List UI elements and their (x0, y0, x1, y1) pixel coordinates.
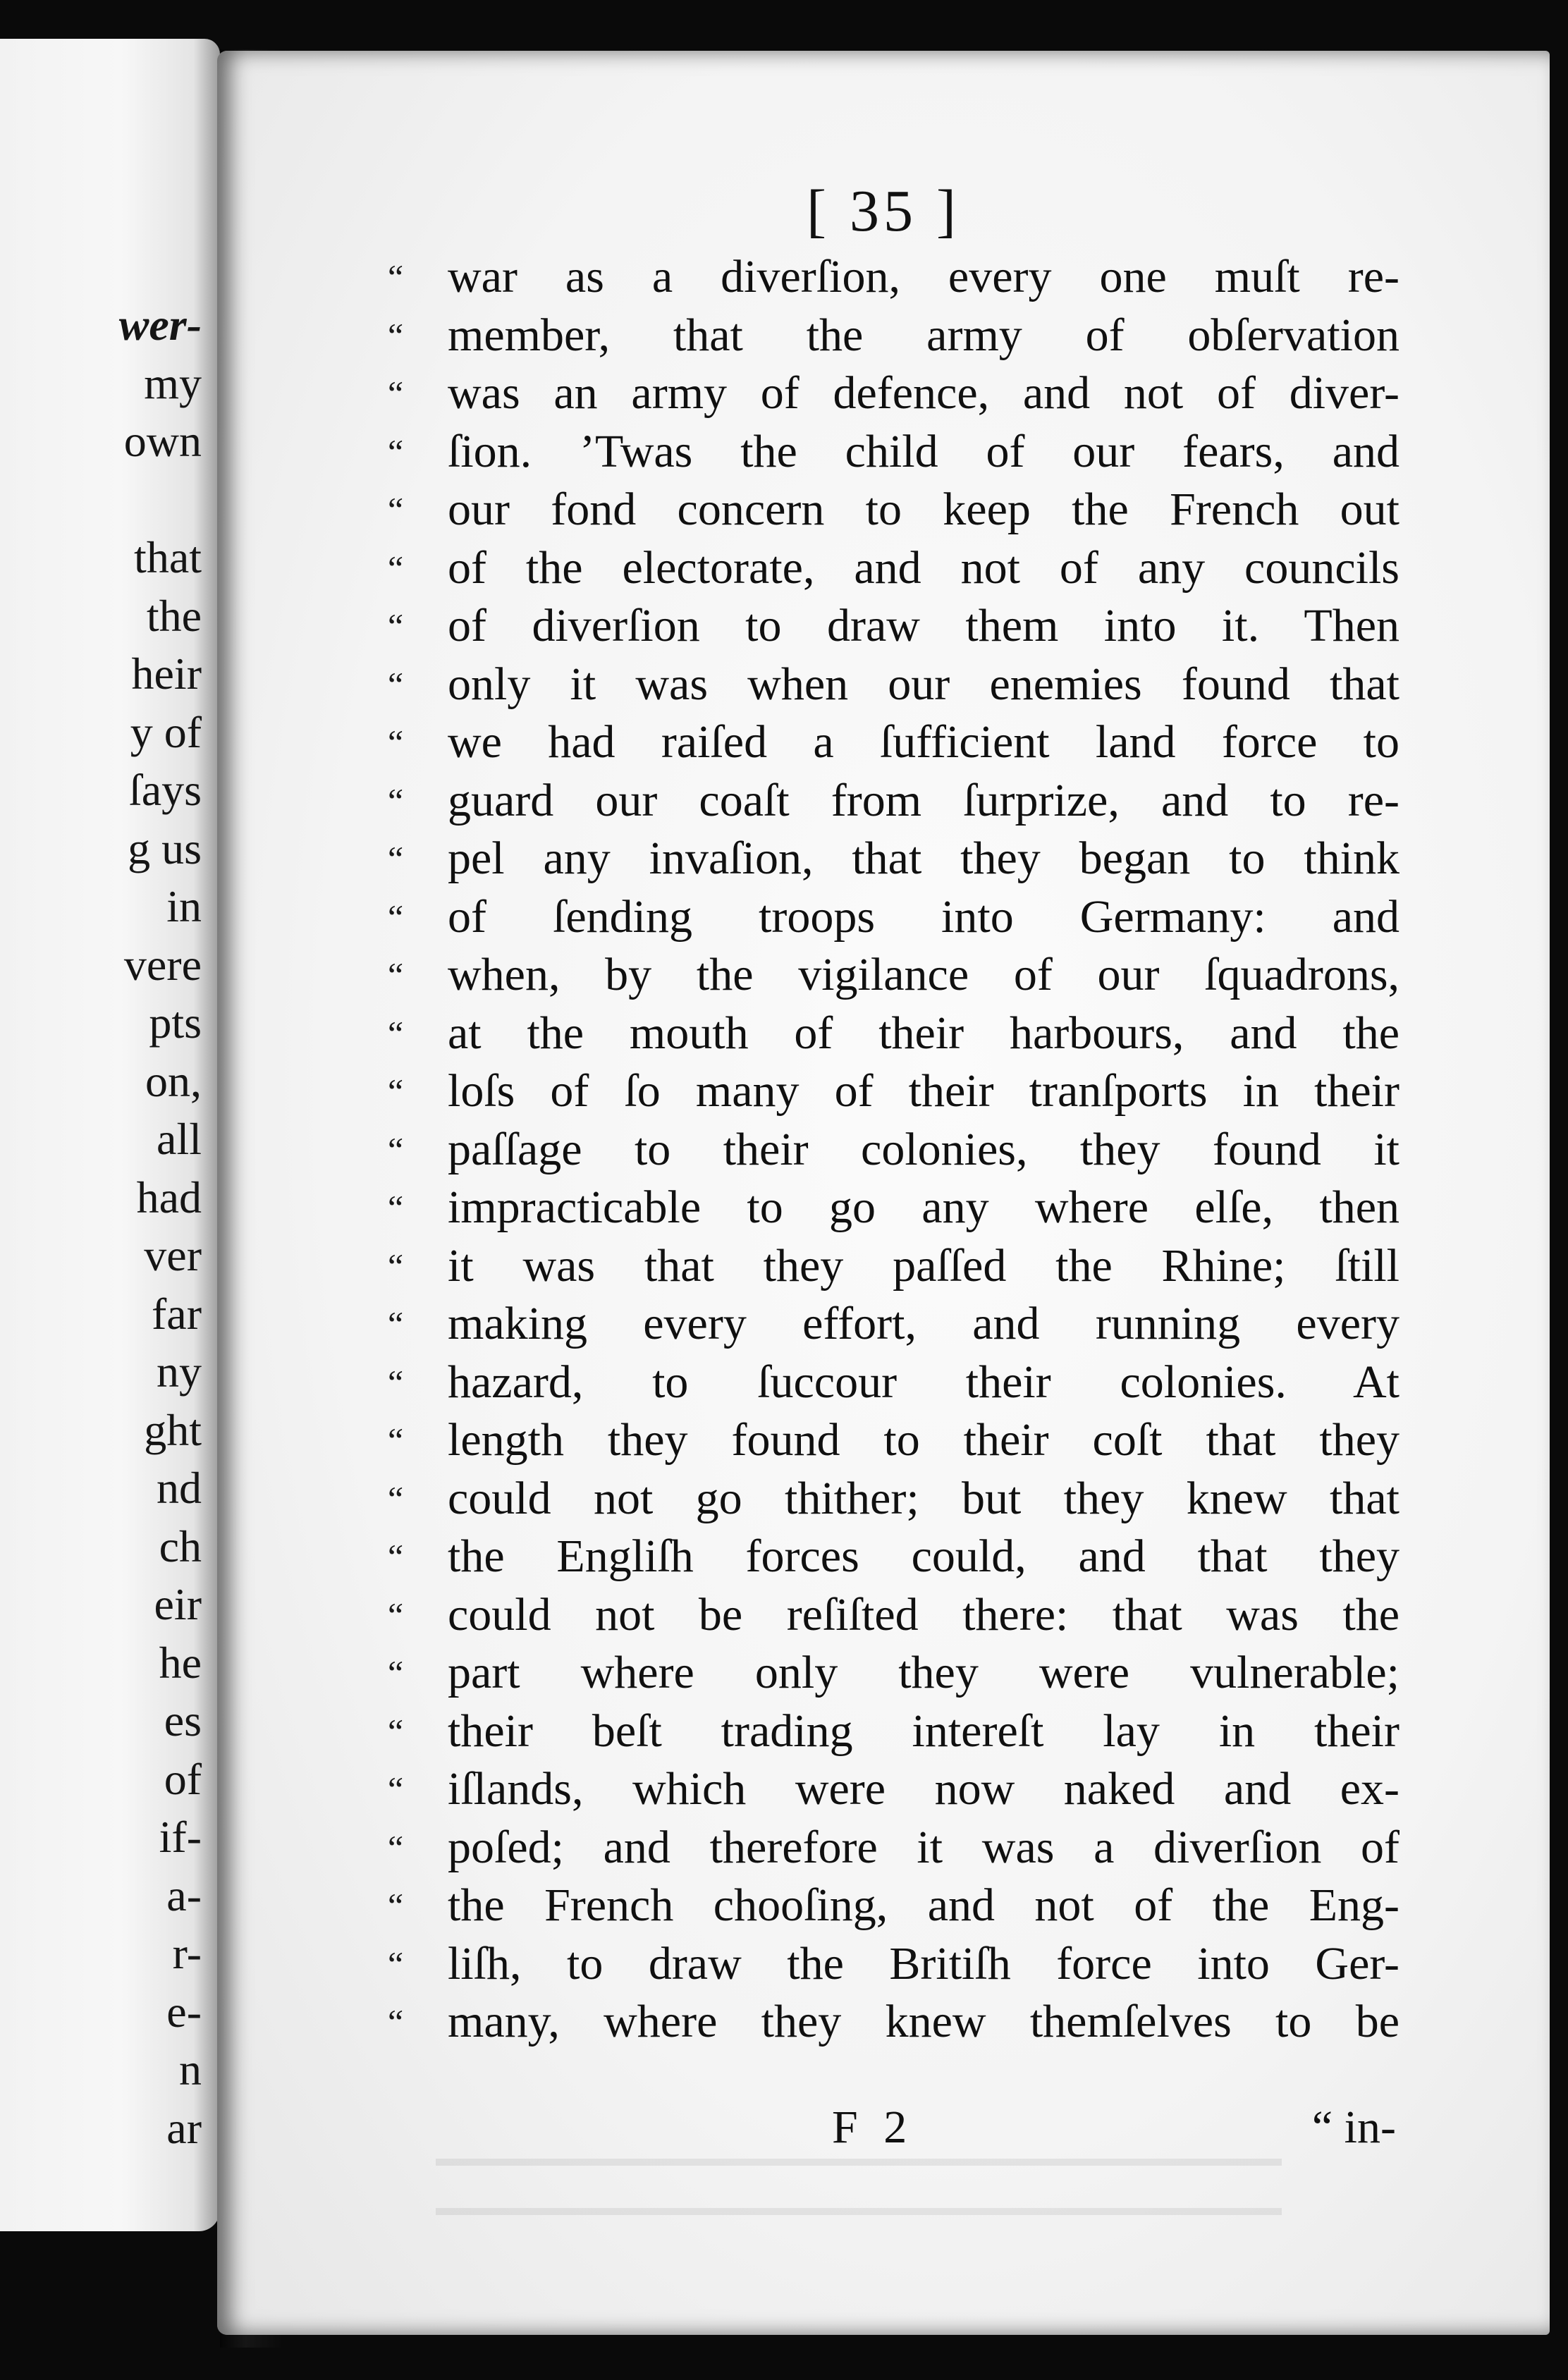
line-text: their beſt trading intereſt lay in their (448, 1705, 1399, 1757)
previous-page-line-fragment: own (123, 416, 202, 466)
opening-quote-mark: “ (388, 1246, 404, 1286)
text-line (388, 1179, 1568, 1237)
line-text: the Engliſh forces could, and that they (448, 1531, 1399, 1582)
text-line (388, 1586, 1568, 1645)
text-line (388, 1411, 1568, 1470)
opening-quote-mark: “ (388, 1537, 404, 1576)
opening-quote-mark: “ (388, 839, 404, 878)
text-line (388, 1005, 1568, 1063)
opening-quote-mark: “ (388, 1013, 404, 1053)
text-line (388, 1470, 1568, 1528)
previous-page-line-fragment: heir (131, 649, 202, 699)
opening-quote-mark: “ (388, 548, 404, 588)
line-text: at the mouth of their harbours, and the (448, 1007, 1399, 1059)
opening-quote-mark: “ (388, 490, 404, 529)
opening-quote-mark: “ (388, 955, 404, 995)
opening-quote-mark: “ (388, 1827, 404, 1867)
opening-quote-mark: “ (388, 1188, 404, 1227)
text-line (388, 1644, 1568, 1703)
opening-quote-mark: “ (388, 1944, 404, 1984)
opening-quote-mark: “ (388, 1886, 404, 1925)
previous-page-line-fragment: the (146, 590, 202, 641)
text-line (388, 1819, 1568, 1877)
previous-page-line-fragment: ght (144, 1404, 202, 1455)
previous-page-line-fragment: wer- (118, 300, 202, 350)
line-text: our fond concern to keep the French out (448, 484, 1399, 535)
text-line (388, 1295, 1568, 1354)
line-text: member, that the army of obſervation (448, 309, 1399, 361)
previous-page-line-fragment: all (157, 1114, 202, 1164)
text-line (388, 481, 1568, 539)
opening-quote-mark: “ (388, 315, 404, 355)
text-line (388, 597, 1568, 656)
previous-page-line-fragment: on, (145, 1055, 202, 1106)
current-page (217, 51, 1550, 2335)
previous-page-line-fragment: he (159, 1637, 202, 1688)
previous-page-line-fragment: ar (166, 2102, 202, 2153)
previous-page-line-fragment: eir (154, 1579, 202, 1629)
line-text: was an army of defence, and not of diver- (448, 367, 1399, 419)
previous-page-line-fragment: ny (157, 1347, 202, 1397)
line-text: paſſage to their colonies, they found it (448, 1123, 1399, 1175)
previous-page-line-fragment: vere (123, 939, 202, 990)
previous-page-line-fragment: of (164, 1753, 202, 1804)
text-line (388, 1237, 1568, 1296)
line-text: length they found to their coſt that they (448, 1414, 1399, 1466)
text-line (388, 772, 1568, 830)
text-line (388, 248, 1568, 307)
opening-quote-mark: “ (388, 1478, 404, 1519)
line-text: only it was when our enemies found that (448, 658, 1399, 710)
line-text: loſs of ſo many of their tranſports in their (448, 1065, 1399, 1117)
line-text: guard our coaſt from ſurprize, and to re- (448, 774, 1399, 826)
text-line (388, 1877, 1568, 1935)
opening-quote-mark: “ (388, 1711, 404, 1751)
line-text: impracticable to go any where elſe, then (448, 1182, 1399, 1233)
page-footer (388, 2099, 1396, 2157)
opening-quote-mark: “ (388, 257, 404, 297)
opening-quote-mark: “ (388, 1421, 404, 1460)
line-text: poſed; and therefore it was a diverſion of (448, 1821, 1399, 1873)
line-text: hazard, to ſuccour their colonies. At (448, 1356, 1399, 1408)
line-text: many, where they knew themſelves to be (448, 1996, 1399, 2047)
previous-page-line-fragment: that (134, 532, 202, 582)
opening-quote-mark: “ (388, 2002, 404, 2042)
line-text: it was that they paſſed the Rhine; ſtill (448, 1239, 1399, 1292)
text-line (388, 1354, 1568, 1412)
opening-quote-mark: “ (388, 897, 404, 937)
text-line (388, 713, 1568, 772)
previous-page-line-fragment: r- (172, 1928, 202, 1978)
text-line (388, 1528, 1568, 1586)
previous-page-fragment (0, 39, 220, 2231)
text-line (388, 1993, 1568, 2051)
previous-page-line-endings (119, 296, 202, 2157)
previous-page-line-fragment: far (151, 1288, 202, 1339)
opening-quote-mark: “ (388, 1129, 404, 1170)
previous-page-line-fragment: if- (159, 1812, 202, 1862)
text-line (388, 423, 1568, 481)
previous-page-line-fragment: pts (149, 998, 202, 1048)
previous-page-line-fragment: ſays (128, 765, 202, 815)
opening-quote-mark: “ (388, 431, 404, 472)
opening-quote-mark: “ (388, 1595, 404, 1635)
text-line (388, 888, 1568, 947)
line-text: of the electorate, and not of any councils (448, 541, 1399, 594)
line-text: iſlands, which were now naked and ex- (448, 1763, 1399, 1815)
text-line (388, 307, 1568, 365)
previous-page-line-fragment: ch (159, 1521, 202, 1571)
text-line (388, 830, 1568, 888)
text-line (388, 1121, 1568, 1179)
line-text: pel any invaſion, that they began to think (448, 833, 1399, 884)
text-line (388, 946, 1568, 1005)
line-text: war as a diverſion, every one muſt re- (448, 251, 1399, 302)
previous-page-line-fragment: es (164, 1695, 202, 1746)
opening-quote-mark: “ (388, 723, 404, 762)
signature-mark: F 2 (832, 2102, 914, 2153)
opening-quote-mark: “ (388, 1072, 404, 1111)
line-text: when, by the vigilance of our ſquadrons, (448, 949, 1399, 1000)
text-line (388, 1062, 1568, 1121)
previous-page-line-fragment: ver (144, 1230, 202, 1280)
line-text: could not be reſiſted there: that was the (448, 1588, 1399, 1640)
page-body-text (388, 248, 1568, 2051)
opening-quote-mark: “ (388, 1362, 404, 1402)
previous-page-line-fragment: had (136, 1172, 202, 1222)
catchword: “ in- (1311, 2102, 1396, 2153)
page-number-header: [ 35 ] (807, 178, 960, 244)
line-text: ſion. ’Twas the child of our fears, and (448, 425, 1399, 477)
text-line (388, 656, 1568, 714)
previous-page-line-fragment: a- (166, 1870, 202, 1920)
opening-quote-mark: “ (388, 1304, 404, 1344)
opening-quote-mark: “ (388, 606, 404, 646)
text-line (388, 364, 1568, 423)
line-text: of ſending troops into Germany: and (448, 890, 1399, 943)
line-text: the French chooſing, and not of the Eng- (448, 1879, 1399, 1931)
previous-page-line-fragment: e- (166, 1986, 202, 2037)
previous-page-line-fragment: my (144, 357, 202, 408)
opening-quote-mark: “ (388, 1769, 404, 1809)
previous-page-line-fragment (119, 471, 202, 529)
previous-page-line-fragment: g us (128, 823, 202, 873)
previous-page-line-fragment: n (179, 2044, 202, 2094)
line-text: part where only they were vulnerable; (448, 1647, 1399, 1698)
line-text: making every effort, and running every (448, 1298, 1399, 1349)
previous-page-line-fragment: y of (130, 706, 202, 757)
line-text: liſh, to draw the Britiſh force into Ger- (448, 1937, 1399, 1989)
text-line (388, 1703, 1568, 1761)
previous-page-line-fragment: nd (157, 1463, 202, 1513)
line-text: we had raiſed a ſufficient land force to (448, 716, 1399, 768)
text-line (388, 1935, 1568, 1994)
previous-page-line-fragment: in (166, 881, 202, 931)
line-text: of diverſion to draw them into it. Then (448, 600, 1399, 651)
opening-quote-mark: “ (388, 664, 404, 704)
text-line (388, 1760, 1568, 1819)
opening-quote-mark: “ (388, 374, 404, 413)
opening-quote-mark: “ (388, 780, 404, 821)
line-text: could not go thither; but they knew that (448, 1472, 1399, 1524)
text-line (388, 539, 1568, 598)
opening-quote-mark: “ (388, 1653, 404, 1693)
